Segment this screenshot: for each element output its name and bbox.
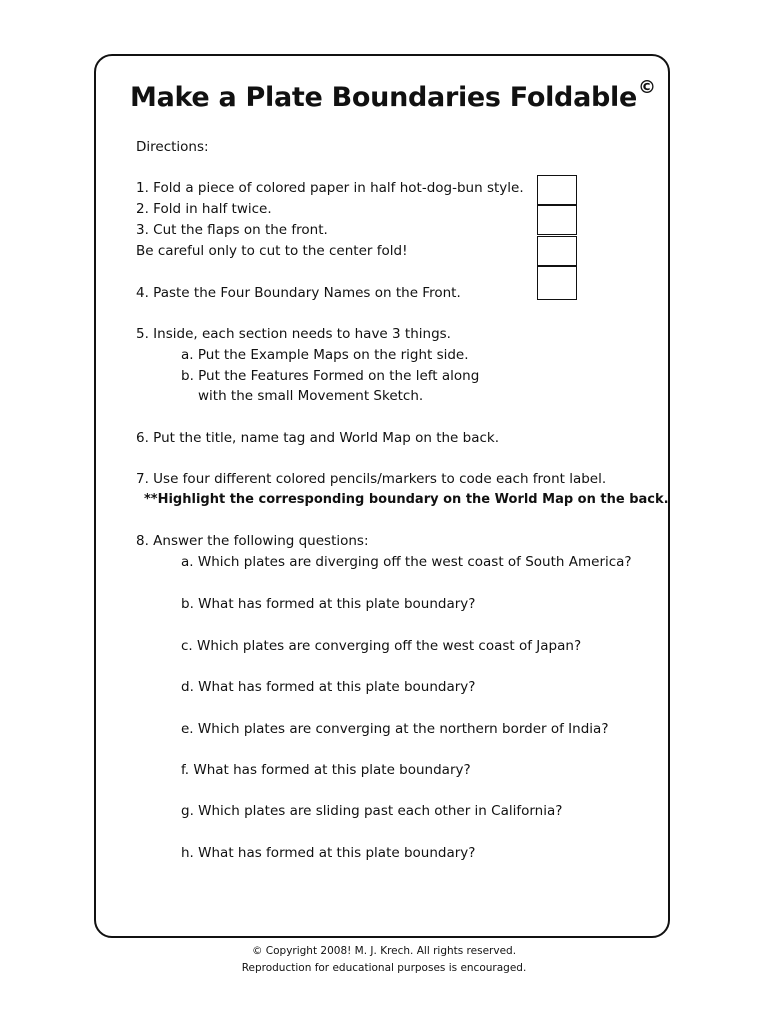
question-a: a. Which plates are diverging off the west coast of South America?: [181, 554, 632, 570]
fold-diagram-flap-2: [537, 205, 577, 235]
direction-step-6: 6. Put the title, name tag and World Map on the back.: [136, 430, 500, 446]
question-e: e. Which plates are converging at the northern border of India?: [181, 721, 609, 737]
fold-diagram-flap-1: [537, 175, 577, 205]
direction-step-8: 8. Answer the following questions:: [136, 533, 369, 549]
question-c: c. Which plates are converging off the west coast of Japan?: [181, 638, 582, 654]
directions-heading: Directions:: [136, 139, 209, 155]
reproduction-notice: Reproduction for educational purposes is encouraged.: [241, 962, 527, 974]
question-d: d. What has formed at this plate boundary?: [181, 679, 476, 695]
direction-step-3: 3. Cut the flaps on the front.: [136, 222, 328, 238]
fold-diagram-flap-3: [537, 236, 577, 266]
direction-step-7: 7. Use four different colored pencils/markers to code each front label.: [136, 471, 607, 487]
copyright-notice: © Copyright 2008! M. J. Krech. All rights reserved.: [251, 945, 517, 957]
highlight-instruction: **Highlight the corresponding boundary on the World Map on the back.: [144, 492, 669, 507]
question-f: f. What has formed at this plate boundary?: [181, 762, 471, 778]
title-copyright-symbol: ©: [638, 77, 656, 98]
page-title: [130, 77, 656, 113]
direction-step-1: 1. Fold a piece of colored paper in half hot-dog-bun style.: [136, 180, 524, 196]
direction-step-5b-cont: with the small Movement Sketch.: [198, 388, 424, 404]
question-h: h. What has formed at this plate boundary?: [181, 845, 476, 861]
title-text: Make a Plate Boundaries Foldable: [130, 82, 637, 113]
direction-step-5b: b. Put the Features Formed on the left along: [181, 368, 480, 384]
direction-step-5: 5. Inside, each section needs to have 3 things.: [136, 326, 451, 342]
direction-step-4: 4. Paste the Four Boundary Names on the Front.: [136, 285, 461, 301]
question-b: b. What has formed at this plate boundary?: [181, 596, 476, 612]
question-g: g. Which plates are sliding past each other in California?: [181, 803, 563, 819]
fold-diagram-flap-4: [537, 266, 577, 300]
direction-step-2: 2. Fold in half twice.: [136, 201, 272, 217]
direction-step-5a: a. Put the Example Maps on the right side.: [181, 347, 469, 363]
direction-step-3-note: Be careful only to cut to the center fold!: [136, 243, 408, 259]
